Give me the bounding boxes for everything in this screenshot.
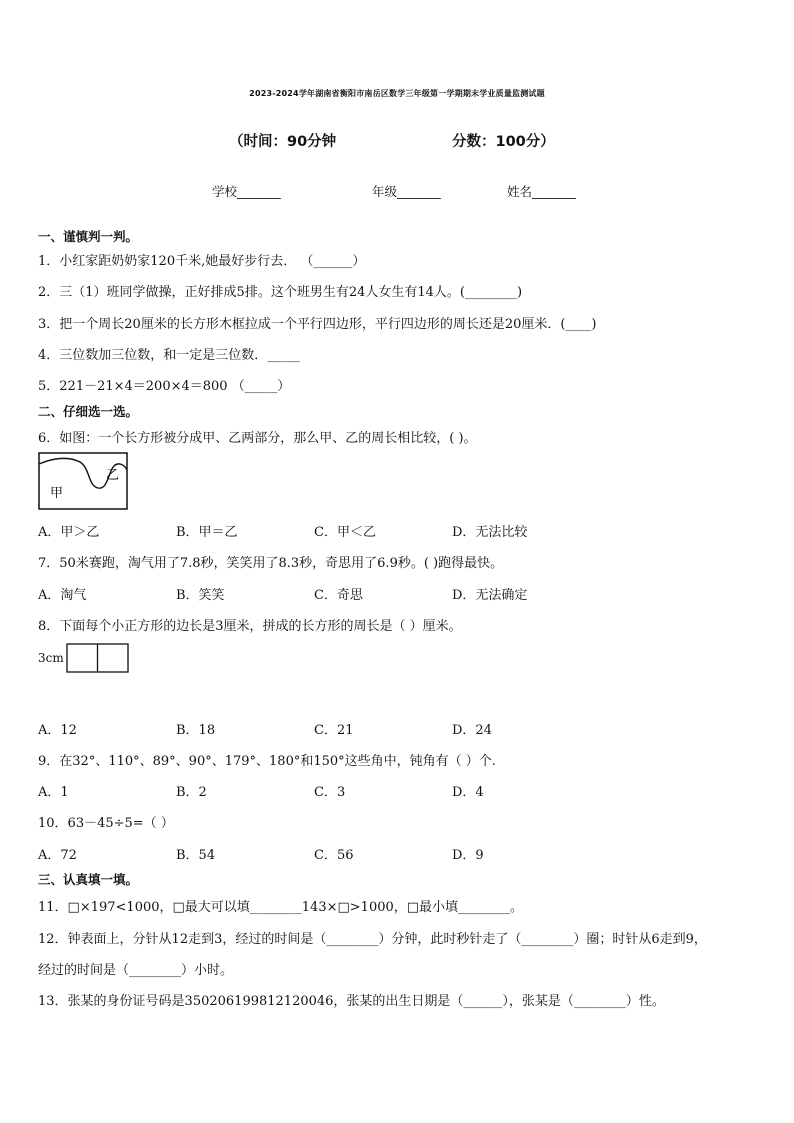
option-b[interactable]: B．笑笑 <box>176 588 225 603</box>
option-b[interactable]: B．甲＝乙 <box>176 525 238 540</box>
question-12: 12．钟表面上，分针从12走到3，经过的时间是（________）分钟，此时秒针走了（________）圈；时针从6走到9， <box>38 932 707 947</box>
option-d[interactable]: D．无法确定 <box>452 588 528 603</box>
school-field[interactable]: 学校_______ <box>212 184 281 199</box>
question-11: 11．□×197<1000，□最大可以填________143×□>1000，□最小填________。 <box>38 900 524 915</box>
question-8: 8．下面每个小正方形的边长是3厘米，拼成的长方形的周长是（ ）厘米。 <box>38 619 462 634</box>
option-c[interactable]: C．21 <box>314 723 354 738</box>
two-squares-figure <box>66 643 129 673</box>
question-3: 3．把一个周长20厘米的长方形木框拉成一个平行四边形，平行四边形的周长还是20厘米．(____) <box>38 317 597 332</box>
question-7: 7．50米赛跑，淘气用了7.8秒，笑笑用了8.3秒，奇思用了6.9秒。( )跑得最快。 <box>38 556 504 571</box>
square-side-label: 3cm <box>38 651 64 665</box>
question-1: 1．小红家距奶奶家120千米,她最好步行去． （______） <box>38 254 366 269</box>
option-b[interactable]: B．54 <box>176 848 216 863</box>
name-field[interactable]: 姓名_______ <box>507 184 576 199</box>
grade-field[interactable]: 年级_______ <box>372 184 441 199</box>
option-c[interactable]: C．甲＜乙 <box>314 525 376 540</box>
option-d[interactable]: D．9 <box>452 848 484 863</box>
option-a[interactable]: A．72 <box>38 848 77 863</box>
figure-label-yi: 乙 <box>106 468 120 483</box>
option-d[interactable]: D．无法比较 <box>452 525 528 540</box>
option-d[interactable]: D．24 <box>452 723 492 738</box>
question-13: 13．张某的身份证号码是350206199812120046，张某的出生日期是（______），张某是（________）性。 <box>38 994 665 1009</box>
question-12-continued: 经过的时间是（________）小时。 <box>38 963 234 978</box>
question-4: 4．三位数加三位数，和一定是三位数．_____ <box>38 348 300 363</box>
option-c[interactable]: C．3 <box>314 785 346 800</box>
option-b[interactable]: B．18 <box>176 723 216 738</box>
option-a[interactable]: A．1 <box>38 785 69 800</box>
option-a[interactable]: A．甲＞乙 <box>38 525 100 540</box>
question-10: 10．63－45÷5=（ ） <box>38 816 174 831</box>
rectangle-split-figure <box>38 452 128 510</box>
question-5: 5．221－21×4＝200×4＝800 （_____） <box>38 379 291 394</box>
exam-score: 分数：100分） <box>452 134 555 150</box>
option-c[interactable]: C．奇思 <box>314 588 363 603</box>
option-d[interactable]: D．4 <box>452 785 484 800</box>
section-heading: 三、认真填一填。 <box>38 872 139 887</box>
exam-title: 2023-2024学年湖南省衡阳市南岳区数学三年级第一学期期末学业质量监测试题 <box>249 89 545 98</box>
figure-label-jia: 甲 <box>50 486 64 501</box>
question-2: 2．三（1）班同学做操，正好排成5排。这个班男生有24人女生有14人。(________) <box>38 285 523 300</box>
option-a[interactable]: A．淘气 <box>38 588 87 603</box>
option-c[interactable]: C．56 <box>314 848 354 863</box>
option-a[interactable]: A．12 <box>38 723 77 738</box>
question-6: 6．如图：一个长方形被分成甲、乙两部分，那么甲、乙的周长相比较，( )。 <box>38 431 477 446</box>
exam-time: （时间：90分钟 <box>229 134 337 150</box>
question-9: 9．在32°、110°、89°、90°、179°、180°和150°这些角中，钝角有（ ）个. <box>38 754 496 769</box>
option-b[interactable]: B．2 <box>176 785 207 800</box>
section-heading: 一、谨慎判一判。 <box>38 229 139 244</box>
section-heading: 二、仔细选一选。 <box>38 404 139 419</box>
